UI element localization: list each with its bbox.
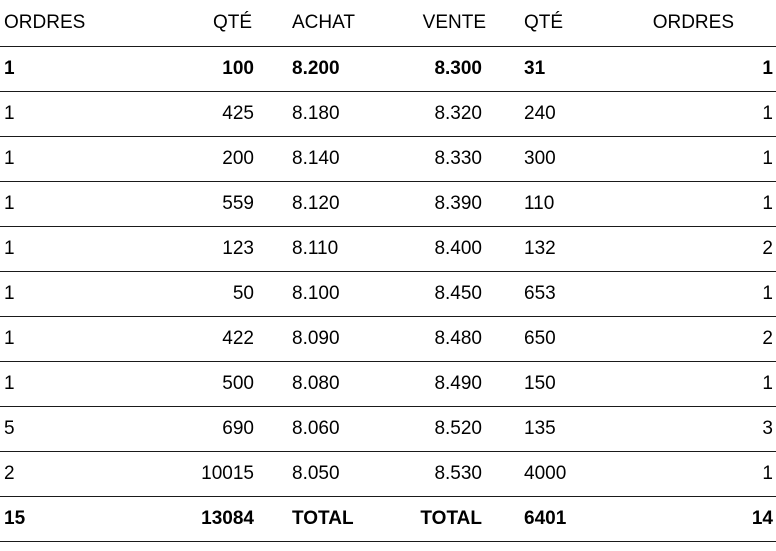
ask-orders-cell: 1 [762,193,773,214]
ask-price-cell: 8.480 [434,328,482,349]
ask-orders-cell: 1 [762,373,773,394]
bid-price-cell: 8.080 [292,373,340,394]
ask-price-cell: 8.300 [434,58,482,79]
ask-orders-cell: 2 [762,238,773,259]
totals-row [0,497,776,542]
table-row [0,272,776,317]
bid-orders-cell: 5 [4,418,15,439]
ask-price-cell: 8.400 [434,238,482,259]
header-ask-orders: ORDRES [652,12,734,33]
ask-price-cell: 8.520 [434,418,482,439]
ask-quantity-cell: 653 [524,283,556,304]
ask-orders-cell: 1 [762,463,773,484]
bid-orders-cell: 1 [4,103,15,124]
total-bid-orders: 15 [4,508,26,529]
ask-price-cell: 8.330 [434,148,482,169]
ask-price-cell: 8.490 [434,373,482,394]
ask-quantity-cell: 240 [524,103,556,124]
ask-orders-cell: 1 [762,58,773,79]
total-ask-orders: 14 [751,508,773,529]
ask-quantity-cell: 110 [524,193,555,214]
table-row [0,362,776,407]
table-row [0,47,776,92]
bid-price-cell: 8.200 [292,58,340,79]
bid-quantity-cell: 690 [222,418,254,439]
bid-orders-cell: 2 [4,463,15,484]
bid-price-cell: 8.050 [292,463,340,484]
bid-quantity-cell: 422 [222,328,254,349]
table-row [0,407,776,452]
total-bid-quantity: 13084 [201,508,254,529]
bid-price-cell: 8.140 [292,148,340,169]
bid-price-cell: 8.090 [292,328,340,349]
bid-quantity-cell: 50 [232,283,254,304]
total-ask-quantity: 6401 [524,508,567,529]
bid-orders-cell: 1 [4,373,15,394]
bid-price-cell: 8.180 [292,103,340,124]
bid-orders-cell: 1 [4,148,15,169]
ask-price-cell: 8.530 [434,463,482,484]
bid-orders-cell: 1 [4,283,15,304]
ask-quantity-cell: 300 [524,148,556,169]
bid-price-cell: 8.060 [292,418,340,439]
table-row [0,452,776,497]
bid-price-cell: 8.100 [292,283,340,304]
ask-quantity-cell: 4000 [524,463,567,484]
ask-orders-cell: 1 [762,283,773,304]
ask-orders-cell: 3 [762,418,773,439]
bid-orders-cell: 1 [4,328,15,349]
header-ask-quantity: QTÉ [524,12,564,33]
table-row [0,182,776,227]
ask-quantity-cell: 135 [524,418,556,439]
bid-quantity-cell: 425 [222,103,254,124]
header-bid-orders: ORDRES [4,12,86,33]
ask-quantity-cell: 132 [524,238,556,259]
bid-quantity-cell: 500 [222,373,254,394]
ask-price-cell: 8.320 [434,103,482,124]
header-row [0,0,776,47]
ask-quantity-cell: 650 [524,328,556,349]
table-row [0,92,776,137]
ask-price-cell: 8.390 [434,193,482,214]
ask-orders-cell: 1 [762,103,773,124]
bid-quantity-cell: 10015 [201,463,254,484]
bid-orders-cell: 1 [4,58,15,79]
bid-price-cell: 8.120 [292,193,340,214]
bid-price-cell: 8.110 [292,238,339,259]
header-ask-price: VENTE [422,12,486,33]
table-row [0,137,776,182]
ask-price-cell: 8.450 [434,283,482,304]
bid-quantity-cell: 123 [222,238,254,259]
ask-orders-cell: 1 [762,148,773,169]
header-bid-price: ACHAT [292,12,355,33]
ask-quantity-cell: 150 [524,373,556,394]
total-bid-label: TOTAL [292,508,354,529]
bid-orders-cell: 1 [4,238,15,259]
total-ask-label: TOTAL [420,508,482,529]
bid-orders-cell: 1 [4,193,15,214]
ask-orders-cell: 2 [762,328,773,349]
bid-quantity-cell: 559 [222,193,254,214]
header-bid-quantity: QTÉ [212,12,252,33]
table-row [0,227,776,272]
bid-quantity-cell: 200 [222,148,254,169]
ask-quantity-cell: 31 [524,58,546,79]
bid-quantity-cell: 100 [222,58,254,79]
table-row [0,317,776,362]
